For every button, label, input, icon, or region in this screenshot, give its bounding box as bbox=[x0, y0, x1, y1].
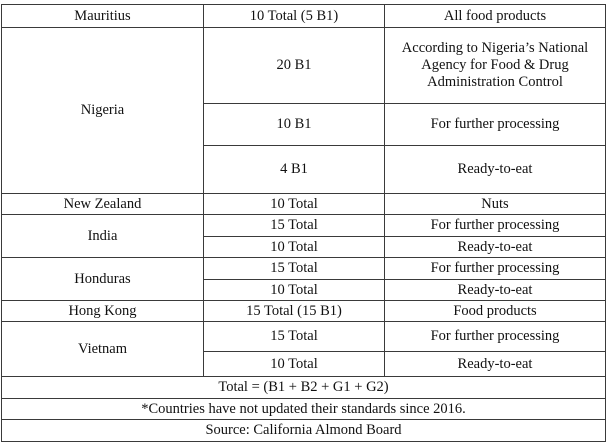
product-cell: Food products bbox=[385, 301, 606, 322]
total-formula-note: Total = (B1 + B2 + G1 + G2) bbox=[2, 377, 606, 399]
limit-cell: 10 Total bbox=[204, 280, 385, 301]
table-row bbox=[2, 258, 606, 280]
product-cell: For further processing bbox=[385, 104, 606, 146]
country-cell: Honduras bbox=[2, 258, 204, 301]
product-cell: For further processing bbox=[385, 322, 606, 352]
limit-cell: 10 B1 bbox=[204, 104, 385, 146]
product-cell: Nuts bbox=[385, 194, 606, 215]
limit-cell: 15 Total (15 B1) bbox=[204, 301, 385, 322]
table-row bbox=[2, 215, 606, 237]
product-cell: For further processing bbox=[385, 215, 606, 237]
product-cell: Ready-to-eat bbox=[385, 146, 606, 194]
limit-cell: 15 Total bbox=[204, 322, 385, 352]
limit-cell: 15 Total bbox=[204, 258, 385, 280]
country-cell: Vietnam bbox=[2, 322, 204, 377]
limit-cell: 20 B1 bbox=[204, 28, 385, 104]
product-cell: Ready-to-eat bbox=[385, 280, 606, 301]
table-row bbox=[2, 420, 606, 442]
country-cell: Nigeria bbox=[2, 28, 204, 194]
table-row bbox=[2, 28, 606, 104]
product-cell: For further processing bbox=[385, 258, 606, 280]
table-row bbox=[2, 377, 606, 399]
limit-cell: 15 Total bbox=[204, 215, 385, 237]
source-note: Source: California Almond Board bbox=[2, 420, 606, 442]
country-cell: Mauritius bbox=[2, 5, 204, 28]
product-cell: Ready-to-eat bbox=[385, 237, 606, 258]
table-row bbox=[2, 194, 606, 215]
aflatoxin-limits-table bbox=[1, 4, 606, 442]
product-cell: Ready-to-eat bbox=[385, 352, 606, 377]
limit-cell: 10 Total bbox=[204, 237, 385, 258]
country-cell: New Zealand bbox=[2, 194, 204, 215]
country-cell: India bbox=[2, 215, 204, 258]
product-cell: According to Nigeria’s National Agency for Food & Drug Administration Control bbox=[385, 28, 606, 104]
table-row bbox=[2, 5, 606, 28]
product-cell: All food products bbox=[385, 5, 606, 28]
table-row bbox=[2, 399, 606, 420]
limit-cell: 10 Total bbox=[204, 194, 385, 215]
limit-cell: 10 Total bbox=[204, 352, 385, 377]
country-cell: Hong Kong bbox=[2, 301, 204, 322]
table-row bbox=[2, 322, 606, 352]
limit-cell: 10 Total (5 B1) bbox=[204, 5, 385, 28]
limit-cell: 4 B1 bbox=[204, 146, 385, 194]
table-row bbox=[2, 301, 606, 322]
standards-update-note: *Countries have not updated their standards since 2016. bbox=[2, 399, 606, 420]
